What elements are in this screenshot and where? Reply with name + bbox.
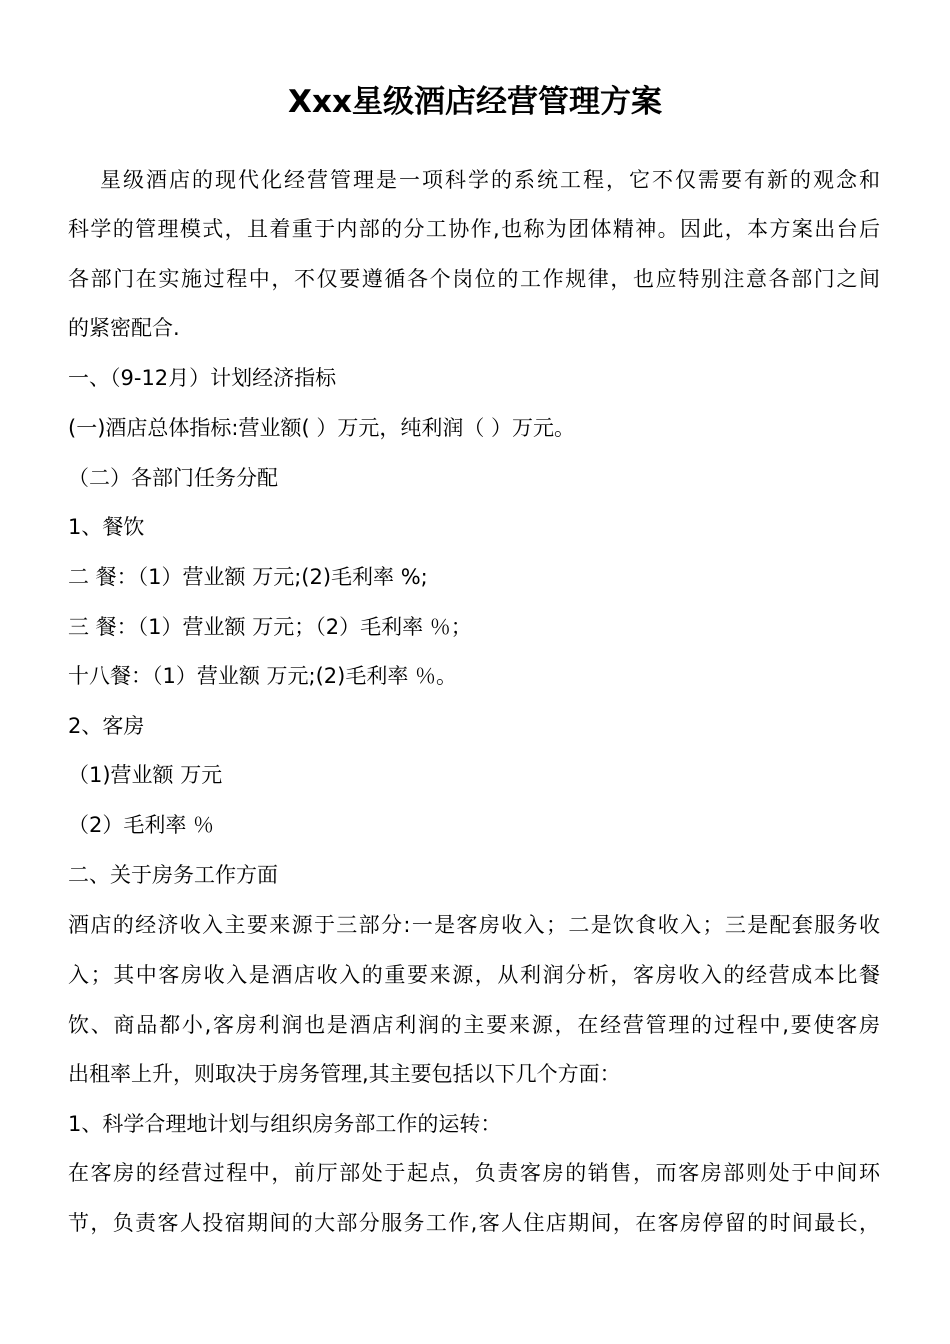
intro-line-2: 科学的管理模式，且着重于内部的分工协作,也称为团体精神。因此，本方案出台后 <box>68 217 880 241</box>
subsection1-line-1: 在客房的经营过程中，前厅部处于起点，负责客房的销售，而客房部则处于中间环 <box>68 1161 880 1185</box>
section1-heading: 一、（9-12月）计划经济指标 <box>68 366 337 390</box>
section2-heading: 二、关于房务工作方面 <box>68 863 278 887</box>
rooms-item-2: （2）毛利率 ％ <box>68 813 215 837</box>
document-title: Xxx星级酒店经营管理方案 <box>288 84 662 120</box>
section2-para-line-4: 出租率上升，则取决于房务管理,其主要包括以下几个方面： <box>68 1062 621 1086</box>
intro-line-1: 星级酒店的现代化经营管理是一项科学的系统工程，它不仅需要有新的观念和 <box>100 168 880 192</box>
rooms-heading: 2、客房 <box>68 714 145 738</box>
catering-item-1: 二 餐：（1）营业额 万元;(2)毛利率 %; <box>68 565 428 589</box>
catering-item-2: 三 餐：（1）营业额 万元；（2）毛利率 ％； <box>68 615 472 639</box>
dept-allocation-heading: （二）各部门任务分配 <box>68 466 278 490</box>
section2-para-line-3: 饮、商品都小,客房利润也是酒店利润的主要来源，在经营管理的过程中,要使客房 <box>68 1013 880 1037</box>
intro-line-4: 的紧密配合. <box>68 316 180 340</box>
subsection1-line-2: 节，负责客人投宿期间的大部分服务工作,客人住店期间，在客房停留的时间最长， <box>68 1211 880 1235</box>
catering-heading: 1、餐饮 <box>68 515 145 539</box>
rooms-item-1: （1)营业额 万元 <box>68 763 223 787</box>
overall-targets: (一)酒店总体指标:营业额( ）万元，纯利润（ ）万元。 <box>68 416 576 440</box>
subsection1-heading: 1、科学合理地计划与组织房务部工作的运转： <box>68 1112 502 1136</box>
section2-para-line-2: 入；其中客房收入是酒店收入的重要来源，从利润分析，客房收入的经营成本比餐 <box>68 963 880 987</box>
intro-line-3: 各部门在实施过程中，不仅要遵循各个岗位的工作规律，也应特别注意各部门之间 <box>68 267 880 291</box>
section2-para-line-1: 酒店的经济收入主要来源于三部分:一是客房收入；二是饮食收入；三是配套服务收 <box>68 913 880 937</box>
catering-item-3: 十八餐：（1）营业额 万元;(2)毛利率 ％。 <box>68 664 458 688</box>
